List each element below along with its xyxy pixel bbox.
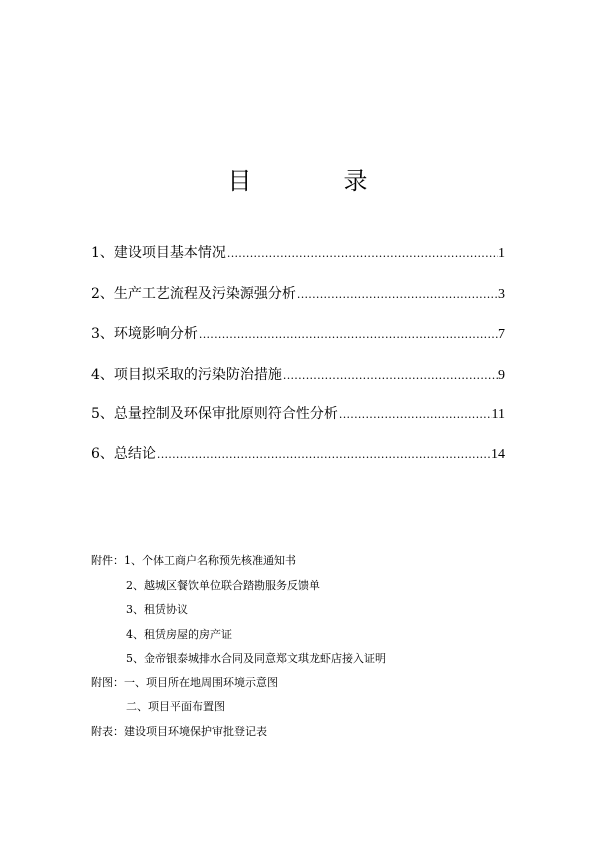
page-title: 目 录 (227, 167, 402, 195)
figure-item: 二、项目平面布置图 (126, 700, 225, 713)
figures-section (91, 675, 278, 691)
table-item: 建设项目环境保护审批登记表 (124, 725, 267, 738)
toc-entry[interactable] (91, 284, 505, 304)
toc-page-number: 1 (498, 246, 505, 261)
toc-entry[interactable] (91, 243, 505, 263)
toc-entry[interactable] (91, 444, 505, 464)
toc-entry[interactable] (91, 365, 505, 385)
toc-dot-leader (198, 325, 498, 345)
figures-heading: 附图： (91, 676, 124, 689)
attachment-item: 2、越城区餐饮单位联合踏勘服务反馈单 (126, 579, 320, 592)
toc-page-number: 7 (498, 327, 505, 342)
figure-item: 一、项目所在地周围环境示意图 (124, 676, 278, 689)
table-heading: 附表： (91, 725, 124, 738)
toc-entry[interactable] (91, 404, 505, 424)
table-section (91, 724, 267, 740)
toc-entry-label: 4、项目拟采取的污染防治措施 (91, 367, 282, 383)
toc-page-number: 14 (491, 447, 505, 462)
toc-entry-label: 5、总量控制及环保审批原则符合性分析 (91, 406, 338, 422)
toc-entry-label: 1、建设项目基本情况 (91, 245, 226, 261)
toc-entry-label: 3、环境影响分析 (91, 326, 198, 342)
attachments-heading: 附件： (91, 554, 124, 567)
toc-dot-leader (156, 445, 491, 465)
toc-entry[interactable] (91, 324, 505, 344)
toc-dot-leader (226, 244, 498, 264)
attachment-item: 5、金帝银泰城排水合同及同意郑文琪龙虾店接入证明 (126, 652, 386, 665)
attachments-section (91, 553, 296, 569)
toc-entry-label: 6、总结论 (91, 446, 156, 462)
toc-dot-leader (282, 366, 498, 386)
attachment-item: 4、租赁房屋的房产证 (126, 628, 232, 641)
toc-page-number: 9 (498, 368, 505, 383)
toc-page-number: 3 (498, 287, 505, 302)
attachment-item: 1、个体工商户名称预先核准通知书 (124, 554, 296, 567)
toc-entry-label: 2、生产工艺流程及污染源强分析 (91, 286, 296, 302)
toc-dot-leader (338, 405, 492, 425)
attachment-item: 3、租赁协议 (126, 603, 188, 616)
toc-page-number: 11 (491, 407, 505, 422)
toc-dot-leader (296, 285, 498, 305)
